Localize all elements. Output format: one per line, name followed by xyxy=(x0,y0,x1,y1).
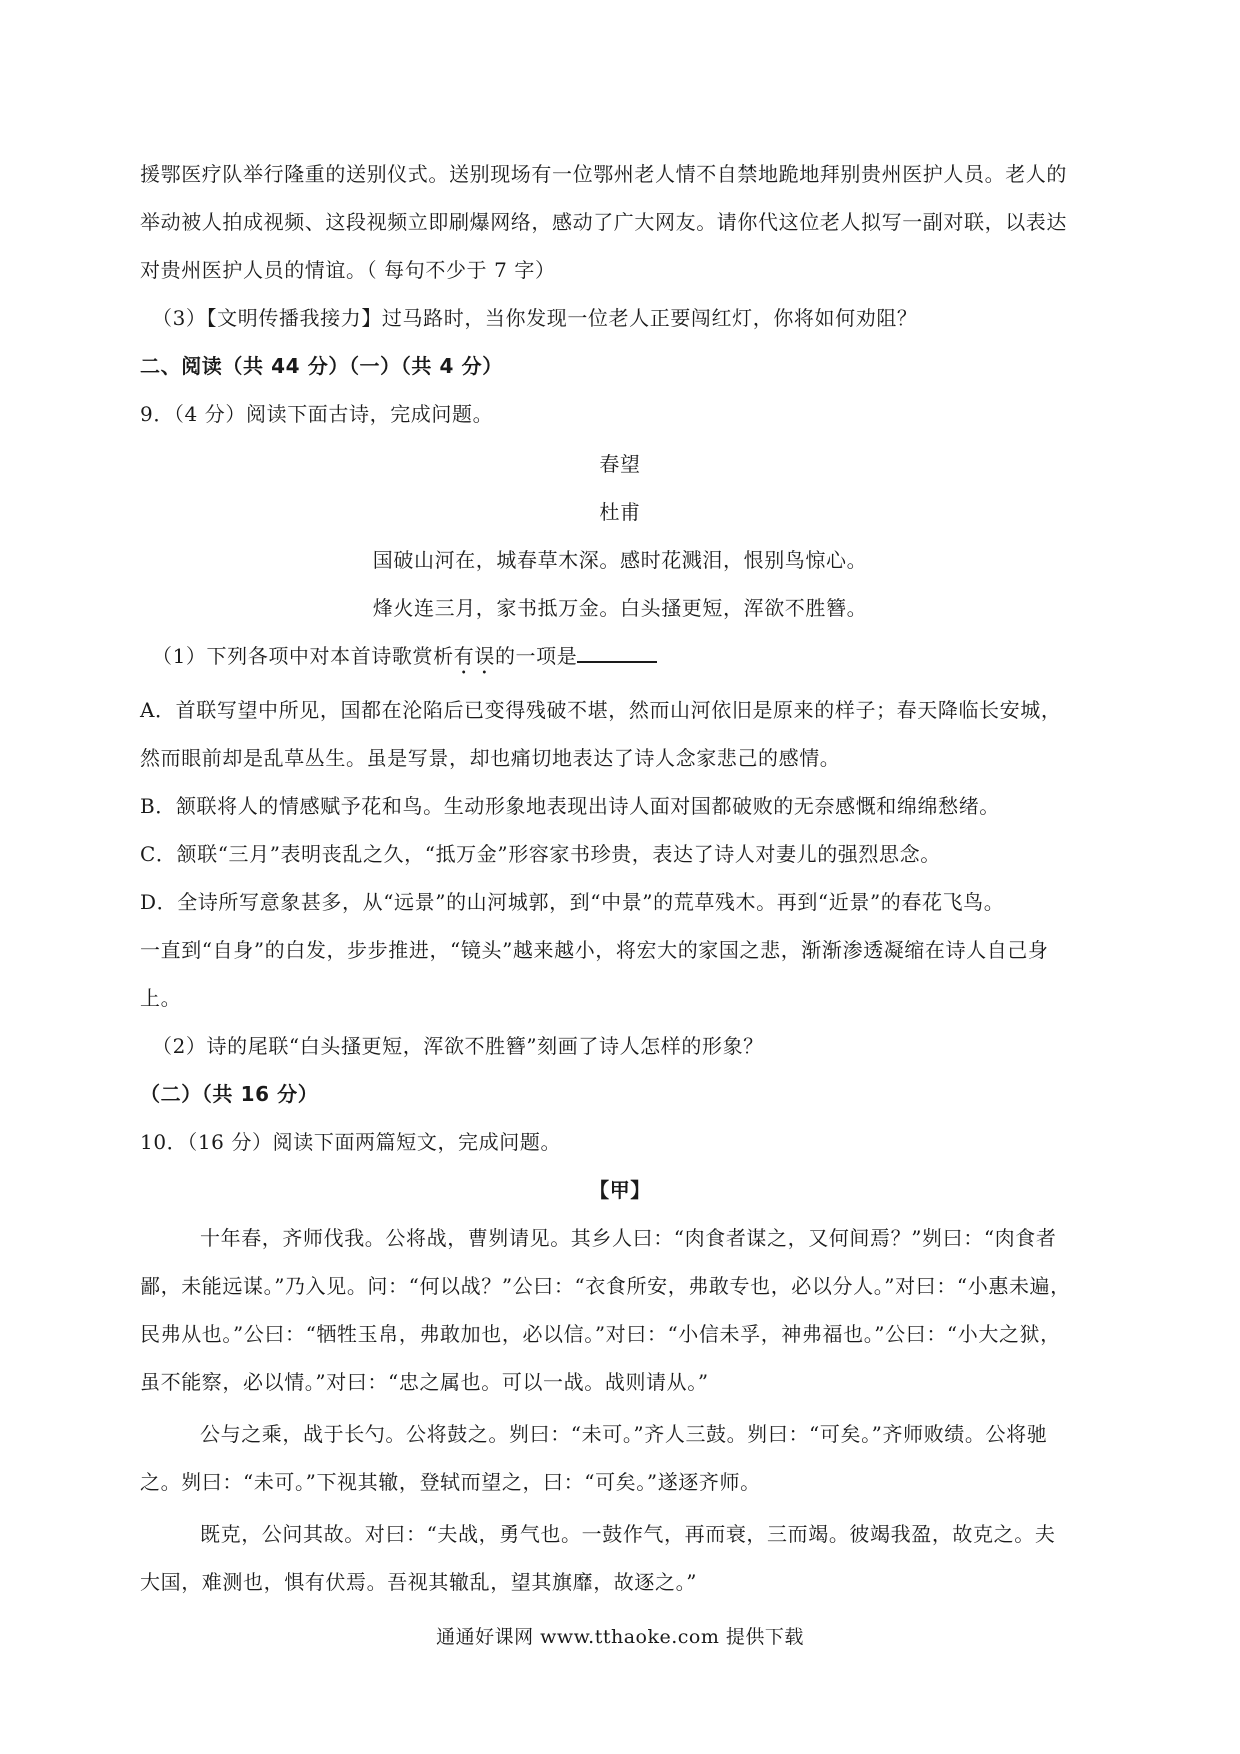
passage-p2-line-1: 公与之乘，战于长勺。公将鼓之。刿曰：“未可。”齐人三鼓。刿曰：“可矣。”齐师败绩。公将驰 xyxy=(200,1422,1048,1446)
q9-option-d-line-1: D．全诗所写意象甚多，从“远景”的山河城郭，到“中景”的荒草残木。再到“近景”的春花飞鸟。 xyxy=(140,890,1005,914)
q9-stem: 9．（4 分）阅读下面古诗，完成问题。 xyxy=(140,402,494,426)
q8-text-line-3: 对贵州医护人员的情谊。（ 每句不少于 7 字） xyxy=(140,258,556,282)
q9-sub1-suffix: 的一项是 xyxy=(494,644,578,668)
q9-option-d-line-3: 上。 xyxy=(140,986,182,1010)
q9-sub1-prefix: （1）下列各项中对本首诗歌赏析 xyxy=(152,644,454,668)
q9-option-d-line-2: 一直到“自身”的白发，步步推进，“镜头”越来越小，将宏大的家国之悲，渐渐渗透凝缩在诗人自己身 xyxy=(140,938,1049,962)
q9-subquestion-1 xyxy=(152,642,657,679)
q8-subquestion-3: （3）【文明传播我接力】过马路时，当你发现一位老人正要闯红灯，你将如何劝阻？ xyxy=(152,306,918,330)
q10-stem: 10．（16 分）阅读下面两篇短文，完成问题。 xyxy=(140,1130,562,1154)
poem-line-1: 国破山河在，城春草木深。感时花溅泪，恨别鸟惊心。 xyxy=(372,548,868,572)
q9-option-c: C．颔联“三月”表明丧乱之久，“抵万金”形容家书珍贵，表达了诗人对妻儿的强烈思念。 xyxy=(140,842,941,866)
passage-p1-line-1: 十年春，齐师伐我。公将战，曹刿请见。其乡人曰：“肉食者谋之，又何间焉？”刿曰：“肉食者 xyxy=(200,1226,1057,1250)
passage-p3-line-1: 既克，公问其故。对曰：“夫战，勇气也。一鼓作气，再而衰，三而竭。彼竭我盈，故克之。夫 xyxy=(200,1522,1056,1546)
passage-label-jia: 【甲】 xyxy=(589,1178,651,1202)
passage-p3-line-2: 大国，难测也，惧有伏焉。吾视其辙乱，望其旗靡，故逐之。” xyxy=(140,1570,698,1594)
poem-title: 春望 xyxy=(599,452,641,476)
poem-line-2: 烽火连三月，家书抵万金。白头搔更短，浑欲不胜簪。 xyxy=(372,596,868,620)
q8-text-line-2: 举动被人拍成视频、这段视频立即刷爆网络，感动了广大网友。请你代这位老人拟写一副对联，以表达 xyxy=(140,210,1067,234)
q9-option-a-line-2: 然而眼前却是乱草丛生。虽是写景，却也痛切地表达了诗人念家悲己的感情。 xyxy=(140,746,841,770)
passage-p1-line-2: 鄙，未能远谋。”乃入见。问：“何以战？”公曰：“衣食所安，弗敢专也，必以分人。”对曰：“小惠未遍， xyxy=(140,1274,1071,1298)
passage-p1-line-3: 民弗从也。”公曰：“牺牲玉帛，弗敢加也，必以信。”对曰：“小信未孚，神弗福也。”公曰：“小大之狱， xyxy=(140,1322,1061,1346)
poem-author: 杜甫 xyxy=(599,500,641,524)
page-footer: 通通好课网 www.tthaoke.com 提供下载 xyxy=(436,1626,804,1648)
passage-p2-line-2: 之。刿曰：“未可。”下视其辙，登轼而望之，曰：“可矣。”遂逐齐师。 xyxy=(140,1470,761,1494)
q9-option-a-line-1: A．首联写望中所见，国都在沦陷后已变得残破不堪，然而山河依旧是原来的样子；春天降临长安城， xyxy=(140,698,1062,722)
q9-option-b: B．颔联将人的情感赋予花和鸟。生动形象地表现出诗人面对国都破败的无奈感慨和绵绵愁绪。 xyxy=(140,794,1000,818)
section-heading-reading: 二、阅读（共 44 分）（一）（共 4 分） xyxy=(140,354,503,378)
q9-subquestion-2: （2）诗的尾联“白头搔更短，浑欲不胜簪”刻画了诗人怎样的形象？ xyxy=(152,1034,764,1058)
q8-text-line-1: 援鄂医疗队举行隆重的送别仪式。送别现场有一位鄂州老人情不自禁地跪地拜别贵州医护人员。老人的 xyxy=(140,162,1067,186)
q9-sub1-emphasis: 有误 xyxy=(453,644,495,668)
section-heading-part-2: （二）（共 16 分） xyxy=(140,1082,319,1106)
passage-p1-line-4: 虽不能察，必以情。”对曰：“忠之属也。可以一战。战则请从。” xyxy=(140,1370,709,1394)
answer-blank xyxy=(577,643,657,663)
